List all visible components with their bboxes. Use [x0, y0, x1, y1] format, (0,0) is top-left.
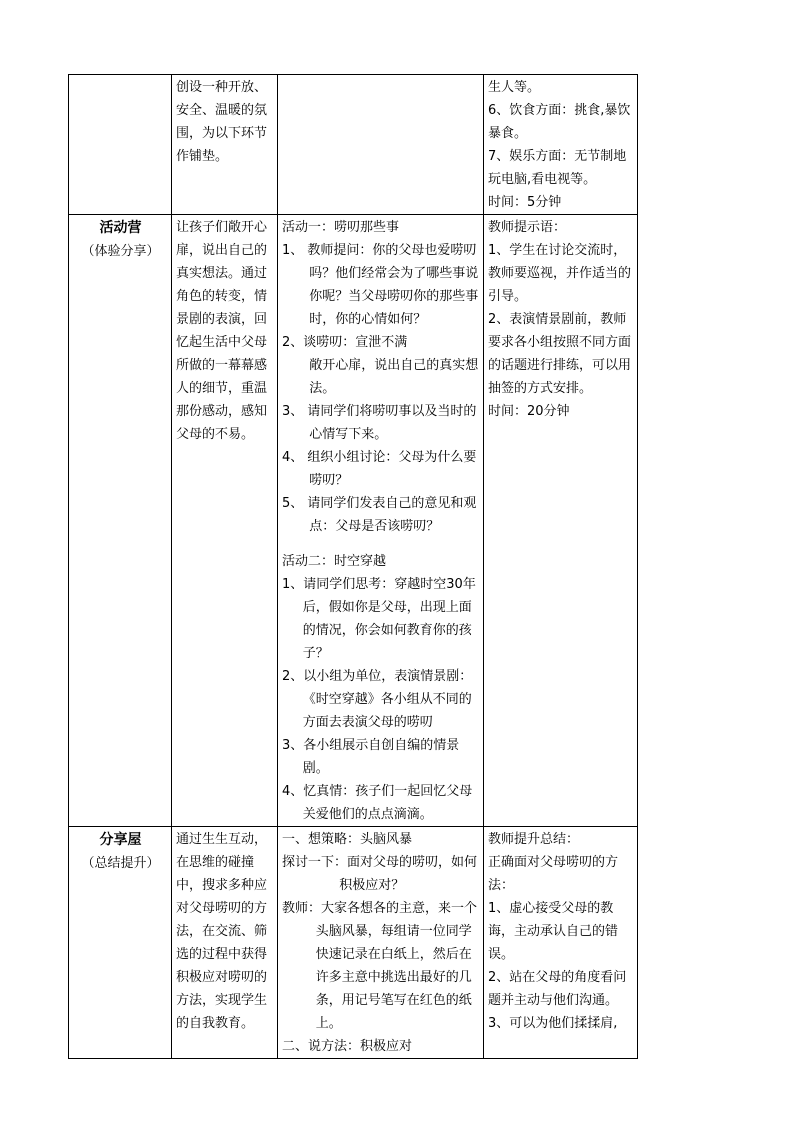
process-step: 3、 请同学们将唠叨事以及当时的心情写下来。 [282, 404, 477, 442]
stage-cell [69, 827, 172, 1059]
process-cell [278, 827, 484, 1059]
stage-title: 分享屋 [99, 832, 142, 848]
process-step: 一、想策略：头脑风暴 [282, 832, 413, 847]
stage-subtitle: （总结提升） [81, 856, 160, 871]
process-step: 二、说方法：积极应对 [282, 1039, 413, 1054]
process-step: 1、请同学们思考：穿越时空30年后，假如你是父母，出现上面的情况，你会如何教育你的孩子？ [282, 577, 476, 661]
note-line: 2、表演情景剧前，教师要求各小组按照不同方面的话题进行排练，可以用抽签的方式安排。 [488, 312, 632, 396]
spacer [282, 538, 480, 550]
stage-title: 活动营 [99, 220, 142, 236]
goal-cell [172, 75, 278, 215]
notes-cell [484, 75, 638, 215]
goal-text: 创设一种开放、安全、温暖的氛围，为以下环节作铺垫。 [176, 80, 268, 164]
stage-subtitle: （体验分享） [81, 244, 160, 259]
process-step: 2、以小组为单位，表演情景剧：《时空穿越》各小组从不同的方面去表演父母的唠叨 [282, 669, 473, 730]
goal-cell [172, 215, 278, 827]
notes-title: 教师提示语： [488, 220, 567, 235]
stage-cell [69, 215, 172, 827]
process-step: 教师：大家各想各的主意，来一个头脑风暴，每组请一位同学快速记录在白纸上，然后在许多主意中挑选出最好的几条，用记号笔写在红色的纸上。 [282, 901, 478, 1031]
process-cell [278, 75, 484, 215]
goal-cell [172, 827, 278, 1059]
note-line: 时间：5分钟 [488, 195, 562, 210]
process-step: 4、 组织小组讨论：父母为什么要唠叨？ [282, 450, 477, 488]
process-step: 3、各小组展示自创自编的情景剧。 [282, 738, 460, 776]
note-line: 正确面对父母唠叨的方法： [488, 855, 619, 893]
goal-text: 通过生生互动，在思维的碰撞中，搜求多种应对父母唠叨的方法，在交流、筛选的过程中获得积极应对唠叨的方法，实现学生的自我教育。 [176, 832, 268, 1031]
process-step: 4、忆真情：孩子们一起回忆父母关爱他们的点点滴滴。 [282, 784, 473, 822]
process-step: 敞开心扉，说出自己的真实想法。 [309, 358, 479, 396]
notes-cell [484, 215, 638, 827]
note-line: 2、站在父母的角度看问题并主动与他们沟通。 [488, 970, 627, 1008]
process-step: 探讨一下：面对父母的唠叨，如何积极应对？ [282, 855, 478, 893]
activity-title: 活动二：时空穿越 [282, 554, 387, 569]
table-row [69, 827, 638, 1059]
note-line: 时间：20分钟 [488, 404, 570, 419]
goal-text: 让孩子们敞开心扉，说出自己的真实想法。通过角色的转变，情景剧的表演，回忆起生活中父母所做的一幕幕感人的细节，重温那份感动，感知父母的不易。 [176, 220, 268, 442]
note-line: 1、虚心接受父母的教诲，主动承认自己的错误。 [488, 901, 619, 962]
lesson-plan-table [68, 74, 638, 1059]
process-cell [278, 215, 484, 827]
note-line: 7、娱乐方面：无节制地玩电脑,看电视等。 [488, 149, 627, 187]
note-line: 1、学生在讨论交流时，教师要巡视，并作适当的引导。 [488, 243, 632, 304]
stage-cell [69, 75, 172, 215]
note-line: 3、可以为他们揉揉肩, [488, 1016, 618, 1031]
note-line: 生人等。 [488, 80, 541, 95]
notes-title: 教师提升总结： [488, 832, 580, 847]
table-row [69, 215, 638, 827]
notes-cell [484, 827, 638, 1059]
process-step: 1、 教师提问：你的父母也爱唠叨吗？他们经常会为了哪些事说你呢？当父母唠叨你的那些事时，你的心情如何？ [282, 243, 479, 327]
table-row [69, 75, 638, 215]
process-step: 2、谈唠叨：宣泄不满 [282, 335, 408, 350]
process-step: 5、 请同学们发表自己的意见和观点：父母是否该唠叨？ [282, 496, 477, 534]
activity-title: 活动一：唠叨那些事 [282, 220, 400, 235]
note-line: 6、饮食方面：挑食,暴饮暴食。 [488, 103, 631, 141]
